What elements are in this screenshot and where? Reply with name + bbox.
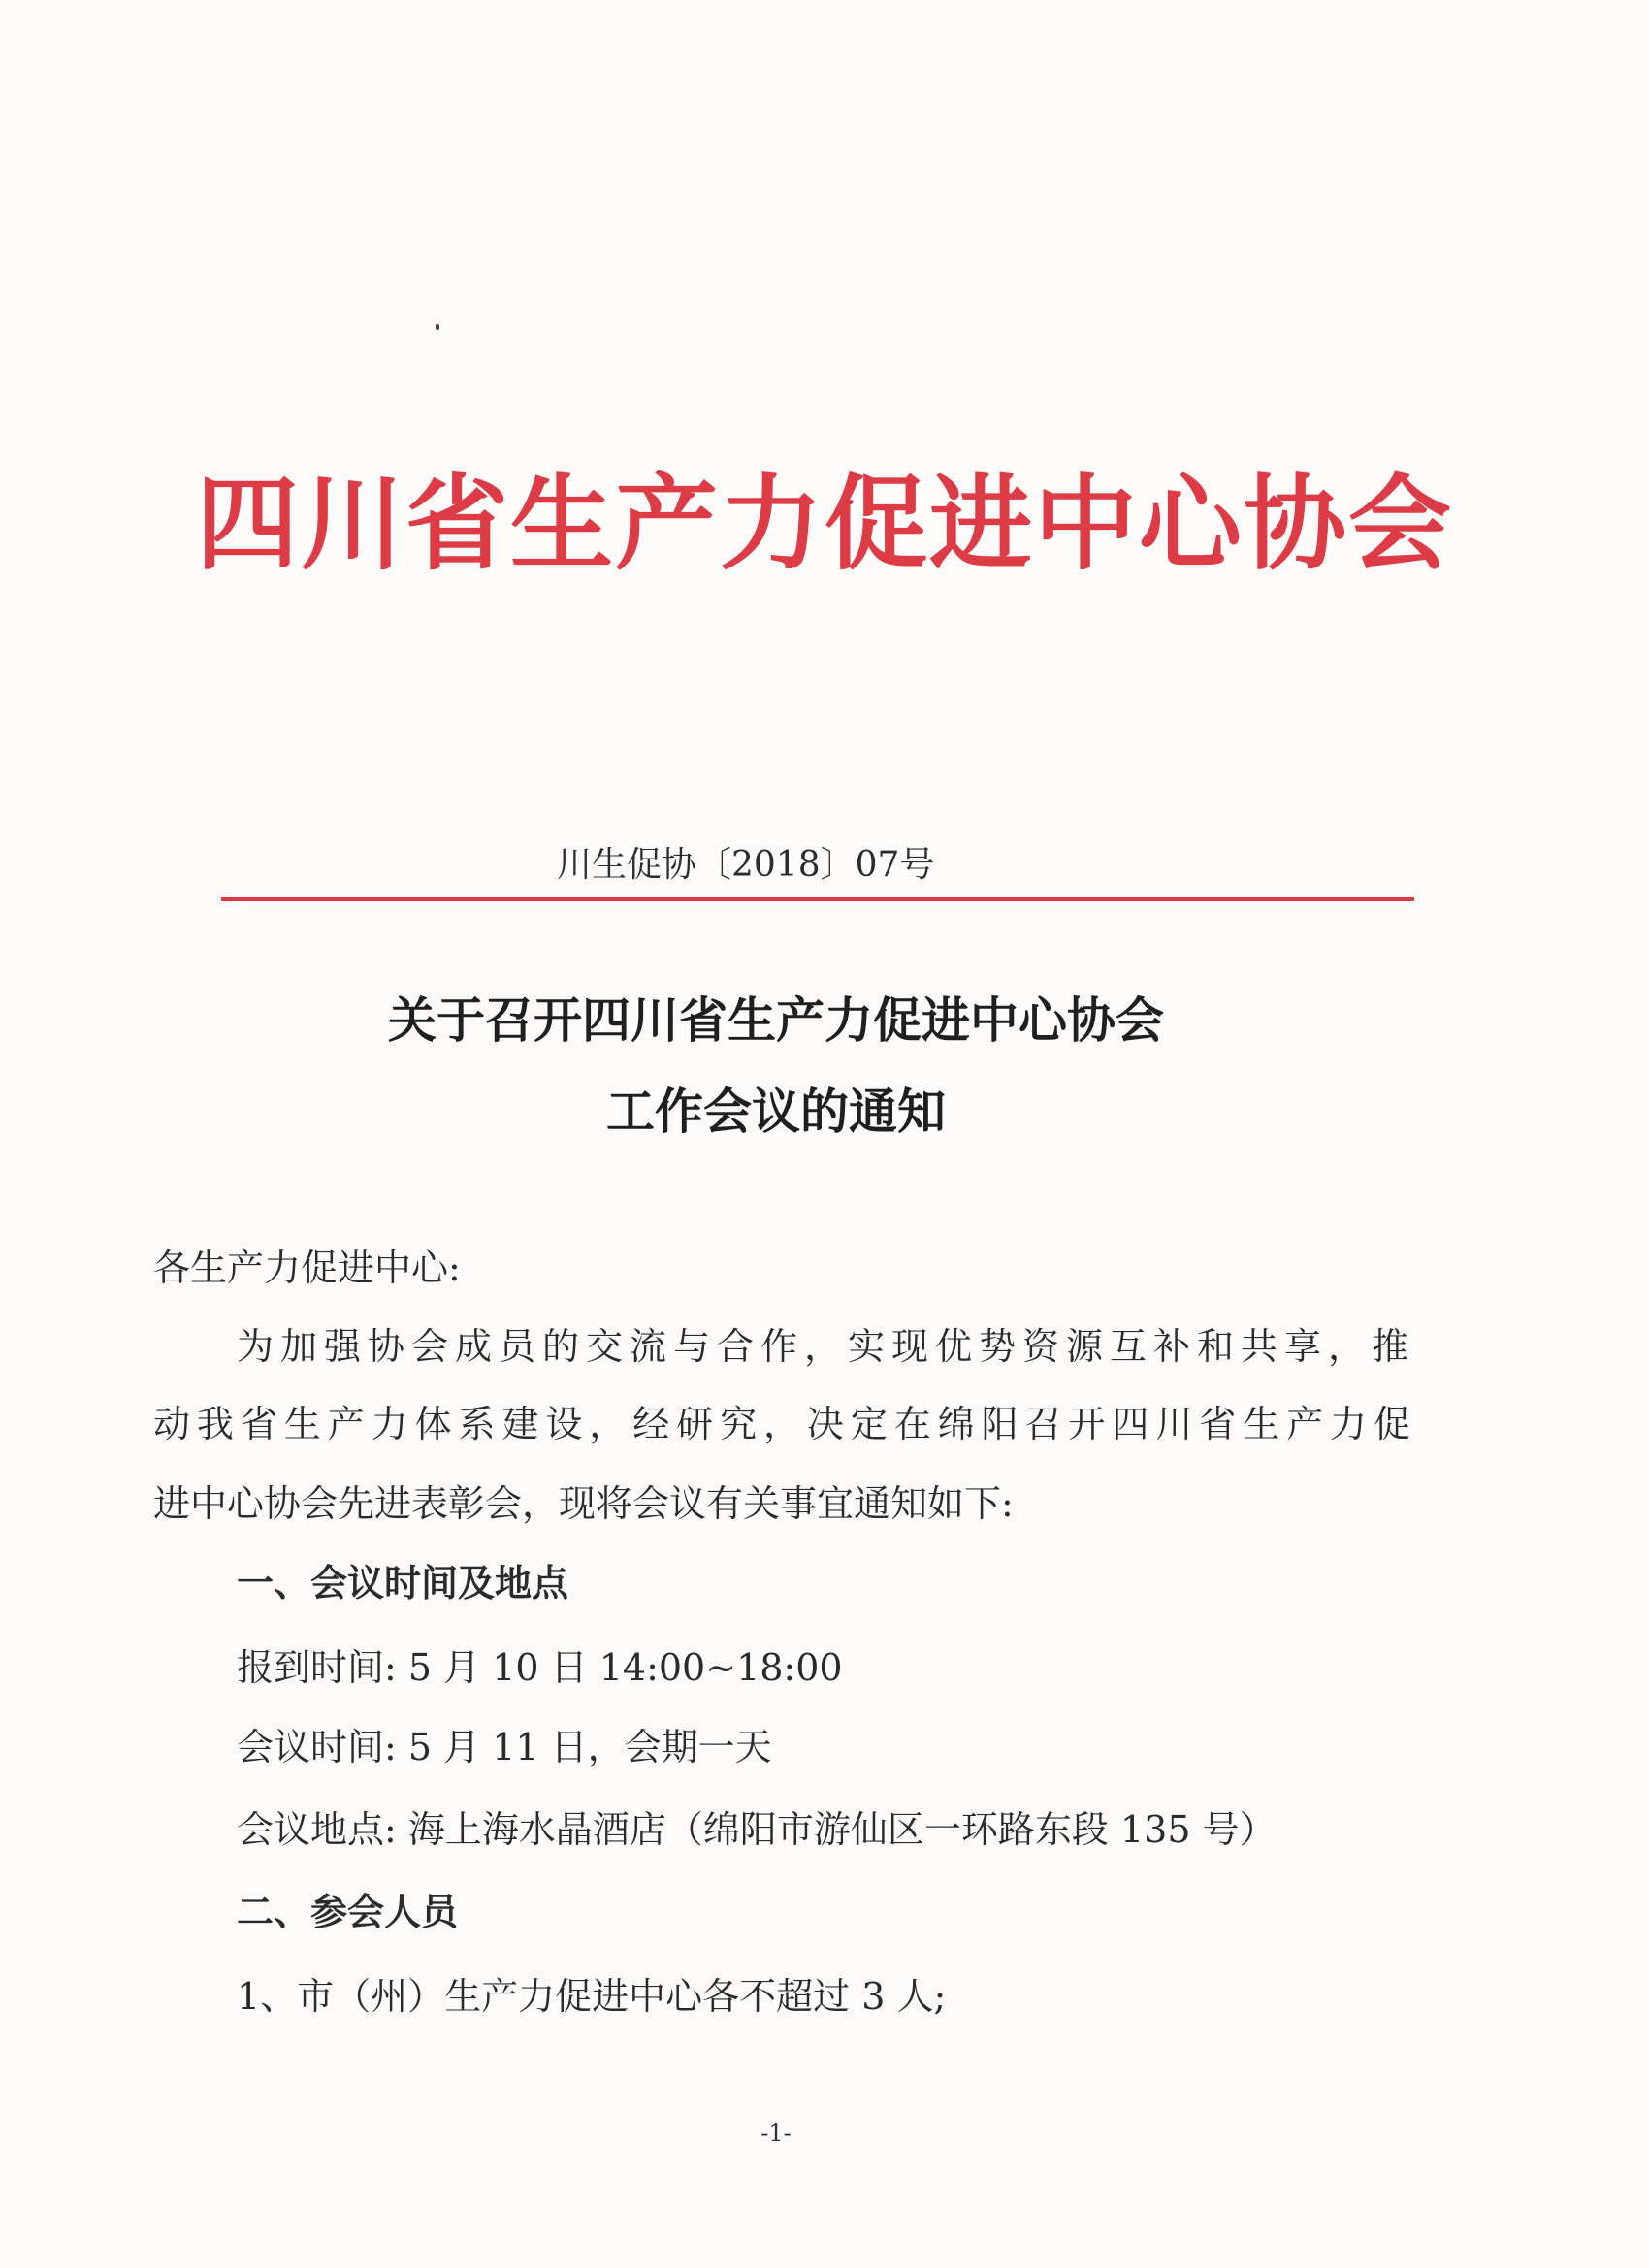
organization-letterhead: 四川省生产力促进中心协会 [196, 465, 1453, 584]
notice-title-line-2: 工作会议的通知 [606, 1084, 946, 1140]
salutation: 各生产力促进中心: [153, 1247, 461, 1289]
intro-paragraph-line: 为加强协会成员的交流与合作，实现优势资源互补和共享，推 [237, 1325, 1408, 1368]
attendee-item: 1、市（州）生产力促进中心各不超过 3 人; [237, 1975, 947, 2018]
section-heading-attendees: 二、参会人员 [237, 1891, 459, 1933]
document-number: 川生促协〔2018〕07号 [557, 845, 935, 885]
intro-paragraph-line: 动我省生产力体系建设，经研究，决定在绵阳召开四川省生产力促 [153, 1403, 1410, 1445]
intro-paragraph-line: 进中心协会先进表彰会，现将会议有关事宜通知如下: [153, 1482, 1014, 1525]
section-heading-time-location: 一、会议时间及地点 [237, 1562, 569, 1604]
notice-title-line-1: 关于召开四川省生产力促进中心协会 [388, 992, 1164, 1049]
meeting-time: 会议时间: 5 月 11 日，会期一天 [237, 1726, 772, 1768]
scan-speck [436, 324, 439, 330]
red-divider-line [221, 897, 1414, 901]
page-number: -1- [760, 2120, 792, 2147]
registration-time: 报到时间: 5 月 10 日 14:00~18:00 [237, 1646, 843, 1689]
meeting-venue: 会议地点: 海上海水晶酒店（绵阳市游仙区一环路东段 135 号） [237, 1808, 1277, 1851]
